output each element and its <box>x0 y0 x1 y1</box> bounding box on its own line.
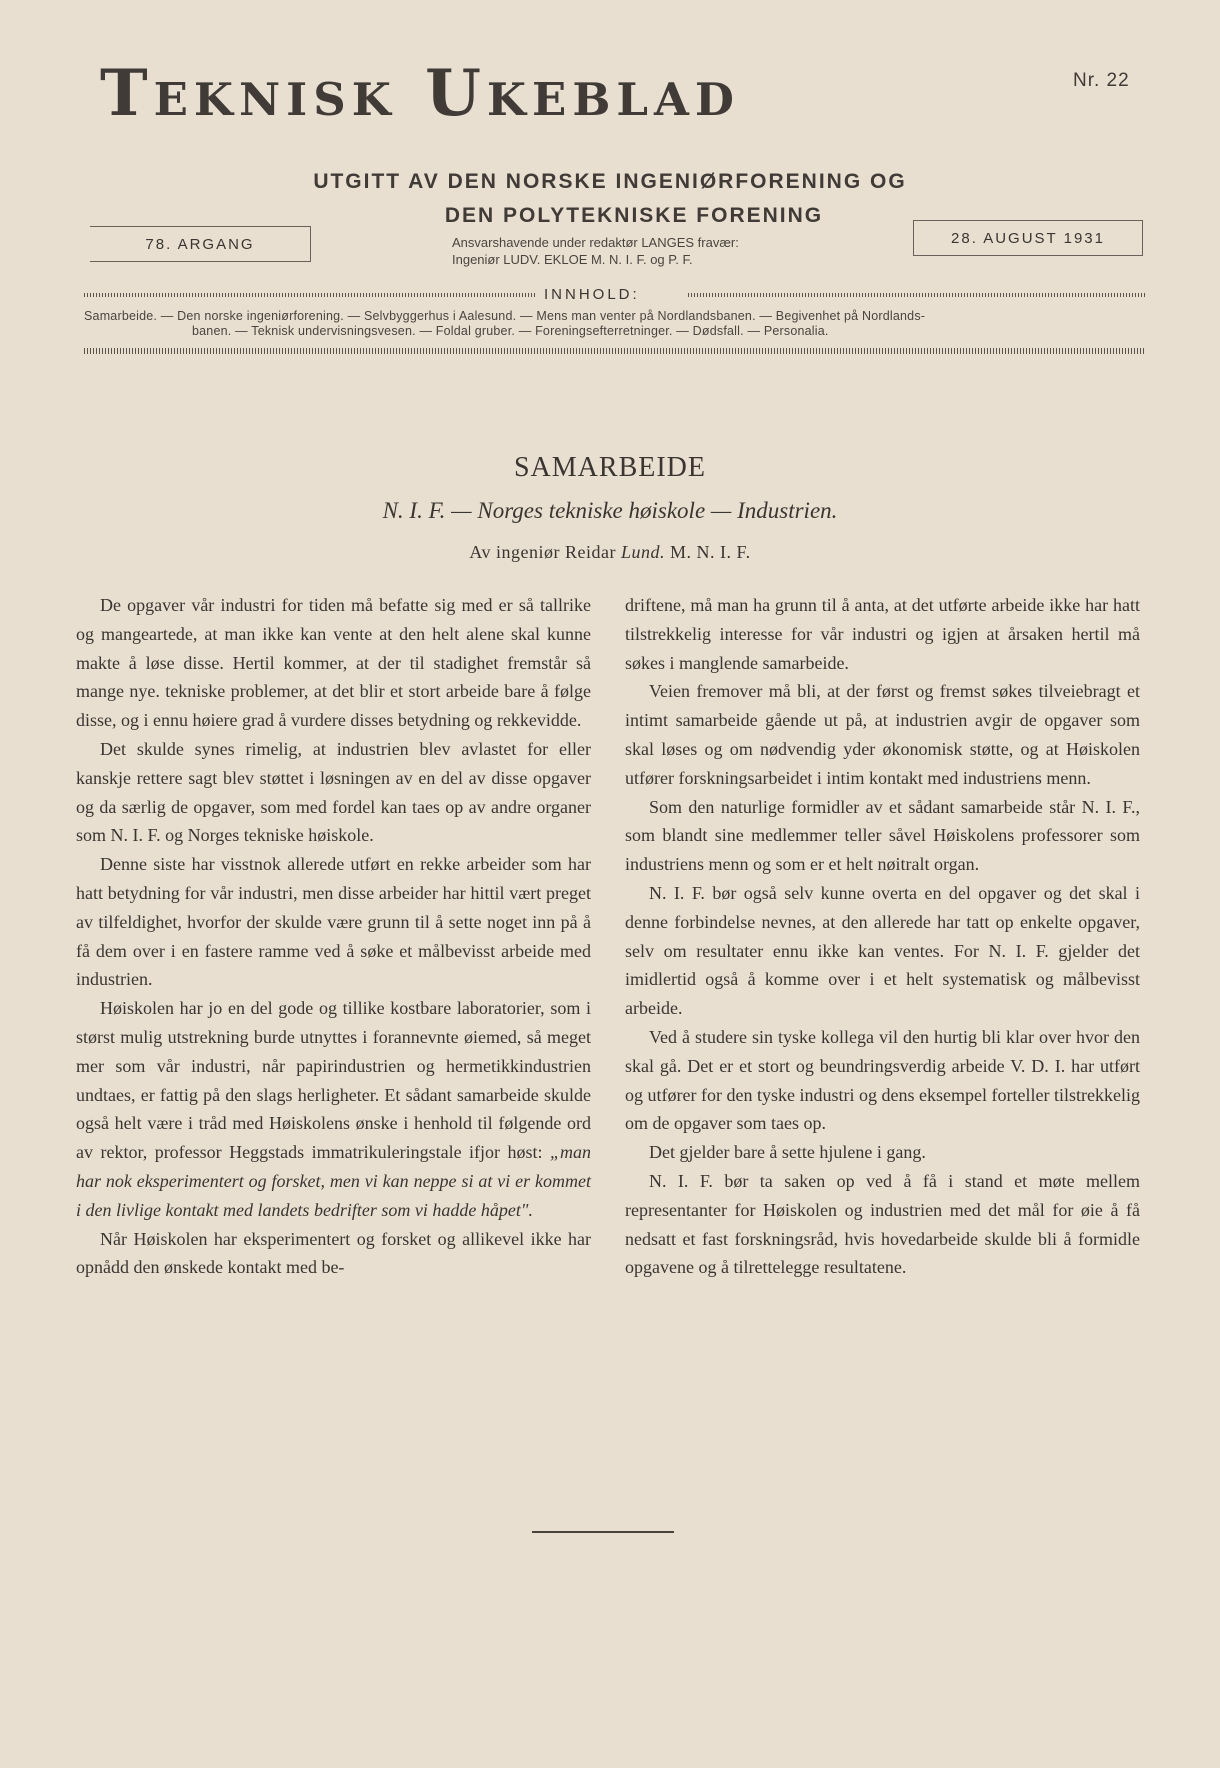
volume-label: 78. ARGANG <box>145 235 255 253</box>
contents-line-1: Samarbeide. — Den norske ingeniørforening. — Selvbyggerhus i Aalesund. — Mens man venter på Nordlandsbanen. — Begivenhet på Nordlands- <box>84 309 926 323</box>
rector-quote: „man har nok eksperimentert og forsket, men vi kan neppe si at vi er kommet i den livlige kontakt med landets bedrifter som vi hadde håpet". <box>76 1142 591 1220</box>
paragraph: driftene, må man ha grunn til å anta, at det utførte arbeide ikke har hatt tilstrekkelig interesse for vår industri og igjen at årsaken hertil må søkes i manglende samarbeide. <box>625 595 1140 673</box>
dotted-rule-bottom <box>84 348 1146 354</box>
paragraph <box>76 994 591 1224</box>
contents-list <box>84 309 1150 339</box>
paragraph: N. I. F. bør også selv kunne overta en del opgaver og det skal i denne forbindelse nevnes, at den allerede har tatt op enkelte opgaver, selv om resultater ennu ikke kan ventes. For N. I. F. gjelder det imidlertid også å komme over i et helt systematisk og målbevisst arbeide. <box>625 882 1140 1019</box>
paragraph: Som den naturlige formidler av et sådant samarbeide står N. I. F., som blandt sine medlemmer teller såvel Høiskolens professorer som industriens menn og som er et helt nøitralt organ. <box>625 796 1140 875</box>
date-label: 28. AUGUST 1931 <box>951 229 1105 247</box>
paragraph: Veien fremover må bli, at der først og fremst søkes tilveiebragt et intimt samarbeide gående ut på, at industrien avgir de opgaver som skal løses og om nødvendig yder økonomisk støtte, og at Høiskolen utfører forskningsarbeidet i intim kontakt med industriens menn. <box>625 681 1140 788</box>
article-byline <box>0 542 1220 563</box>
paragraph: Det skulde synes rimelig, at industrien blev avlastet for eller kanskje rettere sagt blev støttet i løsningen av en del av disse opgaver og da særlig de opgaver, som med fordel kan taes op av andre organer som N. I. F. og Norges tekniske høiskole. <box>76 738 591 846</box>
issue-number: Nr. 22 <box>1073 70 1130 91</box>
paragraph: Når Høiskolen har eksperimentert og forsket og allikevel ikke har opnådd den ønskede kontakt med be- <box>76 1228 591 1278</box>
byline-prefix: Av ingeniør Reidar <box>469 542 617 562</box>
end-rule <box>532 1531 674 1533</box>
editor-info <box>452 234 739 268</box>
publisher-line-2: DEN POLYTEKNISKE FORENING <box>444 204 824 227</box>
dotted-rule-right <box>688 293 1146 297</box>
editor-line-1: Ansvarshavende under redaktør LANGES fravær: <box>452 235 739 250</box>
contents-line-2: banen. — Teknisk undervisningsvesen. — Foldal gruber. — Foreningsefterretninger. — Dødsfall. — Personalia. <box>192 324 829 338</box>
date-box <box>913 220 1143 256</box>
paragraph: Denne siste har visstnok allerede utført en rekke arbeider som har hatt betydning for vår industri, men disse arbeider har hittil vært preget av tilfeldighet, hvorfor der skulde være grunn til å sette noget inn på å få dem over i en fastere ramme ved å søke et målbevisst arbeide med industrien. <box>76 854 591 990</box>
editor-line-2: Ingeniør LUDV. EKLOE M. N. I. F. og P. F. <box>452 252 693 267</box>
paragraph: De opgaver vår industri for tiden må befatte sig med er så tallrike og mangeartede, at man ikke kan vente at den helt alene skal kunne makte å løse disse. Hertil kommer, at der til stadighet fremstår så mange nye. tekniske problemer, at det blir et stort arbeide bare å følge disse, og i ennu høiere grad å vurdere disses betydning og rekkevidde. <box>76 595 591 731</box>
article-title: SAMARBEIDE <box>513 452 706 483</box>
article-subtitle: N. I. F. — Norges tekniske høiskole — Industrien. <box>382 498 838 523</box>
byline-suffix: M. N. I. F. <box>670 542 751 562</box>
contents-label: INNHOLD: <box>544 286 640 303</box>
masthead-title: Teknisk Ukeblad <box>100 56 740 131</box>
publisher-line-1: UTGITT AV DEN NORSKE INGENIØRFORENING OG <box>313 170 907 193</box>
byline-name: Lund. <box>621 542 666 562</box>
paragraph: N. I. F. bør ta saken op ved å få i stand et møte mellem representanter for Høiskolen og industrien med det mål for øie å få nedsatt et fast forskningsråd, hvis hovedarbeide skulde bli å formidle opgavene og å tilrettelegge resultatene. <box>625 1170 1140 1278</box>
volume-box <box>90 226 311 262</box>
paragraph: Ved å studere sin tyske kollega vil den hurtig bli klar over hvor den skal gå. Det er et stort og beundringsverdig arbeide V. D. I. har utført og utfører for den tyske industri og dens eksempel forteller tilstrekkelig om de opgaver som taes op. <box>625 1026 1140 1134</box>
paragraph-text: Høiskolen har jo en del gode og tillike kostbare laboratorier, som i størst mulig utstrekning burde utnyttes i forannevnte øiemed, så meget mer som vår industri, når papirindustrien og hermetikkindustrien undtaes, er fattig på den slags herligheter. Et sådant samarbeide skulde også helt være i tråd med Høiskolens ønske i henhold til følgende ord av rektor, professor Heggstads immatrikuleringstale ifjor høst: <box>76 998 591 1163</box>
dotted-rule-left <box>84 293 536 297</box>
article-column-right <box>625 591 1140 1282</box>
paragraph: Det gjelder bare å sette hjulene i gang. <box>649 1142 926 1163</box>
article-column-left <box>76 591 591 1282</box>
